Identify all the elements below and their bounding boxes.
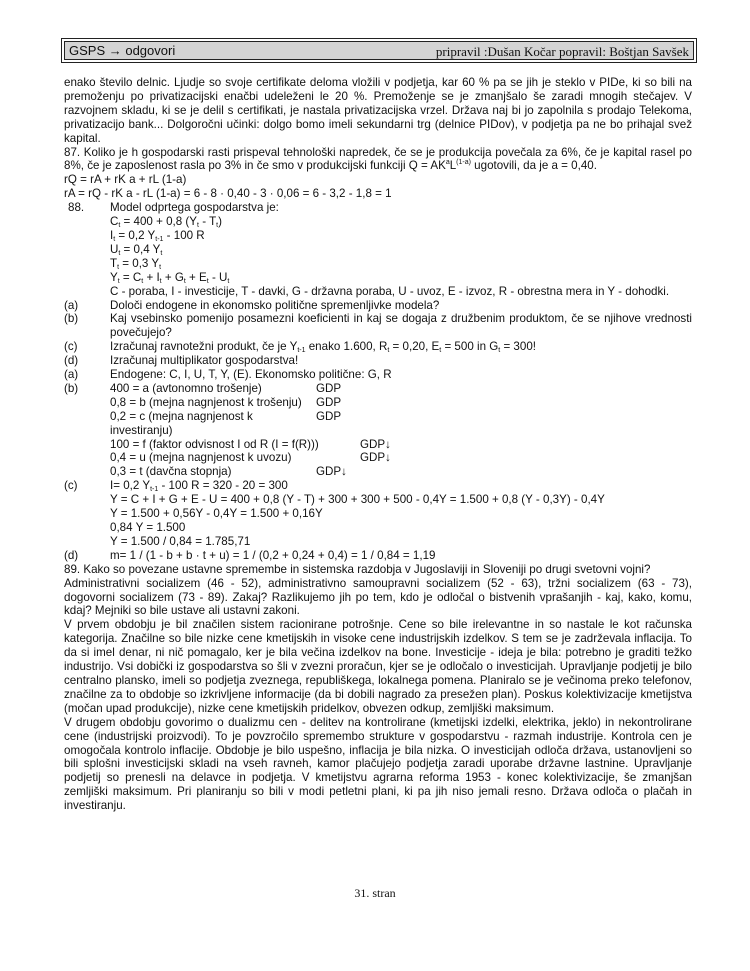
equation: rQ = rA + rK a + rL (1-a) bbox=[64, 173, 187, 187]
coefficient-row: 100 = f (faktor odvisnost I od R (I = f(R))) GDP↓ bbox=[110, 437, 391, 451]
equation-investment: $I_t = 0,2$ $Y_{t-1} - 100$ R bbox=[110, 228, 205, 243]
intro-paragraph: enako število delnic. Ljudje so svoje certifikate deloma vložili v podjetja, kar 60 % pa se jih je steklo v PIDe, ki so bili na premoženju po privatizacijski enačbi udeleženi le 20 %. Premoženje se je zmanjšalo še zaradi mnogih stečajev. V razvojnem skladu, ki se je delil s certifikati, je nastala privatizacijska vrzel. Država naj bi jo zapolnila s prodajo Telekoma, privatizacijo bank... Dolgoročni učinki: dolgo bomo imeli sekundarni trg (delnice PIDov), v podjetja pa ne bo prihajal svež kapital. bbox=[64, 76, 692, 145]
question-89-text: 89. Kako so povezane ustavne spremembe in sistemska razdobja v Jugoslaviji in Sloveniji po drugi svetovni vojni? bbox=[64, 562, 651, 576]
answer-b: (b) 400 = a (avtonomno trošenje) GDP 0,8 = b (mejna nagnjenost k trošenju) GDP 0,2 = c (mejna nagnjenost k investiranju) GDP 100 = f (faktor odvisnost I od R (I = f(R))) GDP↓ 0,4 = u (mejna nagnjenost k uvozu) GDP↓ 0,3 = t (davčna stopnja) GDP↓ bbox=[64, 382, 692, 479]
equation: rA = rQ - rK a - rL (1-a) = 6 - 8 · 0,40 - 3 · 0,06 = 6 - 3,2 - 1,8 = 1 bbox=[64, 187, 392, 201]
subquestion: (b) Kaj vsebinsko pomenijo posamezni koeficienti in kaj se dogaja z družbenim produktom, če se njihove vrednosti povečujejo? bbox=[64, 312, 692, 340]
question-87 bbox=[64, 146, 692, 202]
question-87-text: 87. Koliko je h gospodarski rasti prispeval tehnološki napredek, če se je produkcija povečala za 6%, če je kapital rasel po 8%, če je zaposlenost rasla po 3% in če smo v produkcijski funkciji $Q = AK^aL^{(1-a)}$ ugotovili, da je a = 0,40. bbox=[64, 145, 692, 173]
author-credits: pripravil :Dušan Kočar popravil: Boštjan Savšek bbox=[435, 44, 689, 59]
equation-taxes: $T_t = 0,3$ $Y_t$ bbox=[110, 256, 162, 271]
equation-imports: $U_t = 0,4$ $Y_t$ bbox=[110, 242, 163, 257]
coefficient-row: 0,4 = u (mejna nagnjenost k uvozu) GDP↓ bbox=[110, 451, 391, 465]
coefficient-row: 0,3 = t (davčna stopnja) GDP↓ bbox=[110, 465, 347, 479]
answer-a: (a) Endogene: C, I, U, T, Y, (E). Ekonomsko politične: G, R bbox=[64, 368, 392, 382]
equation-income: $Y_t = C_t + I_t + G_t + E_t - U_t$ bbox=[110, 270, 230, 285]
question-88-title: 88. Model odprtega gospodarstva je: bbox=[68, 201, 279, 215]
document-body bbox=[64, 76, 692, 813]
coefficient-row: 0,2 = c (mejna nagnjenost k investiranju) GDP bbox=[110, 409, 342, 437]
subquestion: (a) Določi endogene in ekonomsko politične spremenljivke modela? bbox=[64, 298, 440, 312]
answer-d: (d) m= 1 / (1 - b + b · t + u) = 1 / (0,2 + 0,24 + 0,4) = 1 / 0,84 = 1,19 bbox=[64, 548, 436, 562]
answer-paragraph: V prvem obdobju je bil značilen sistem racionirane potrošnje. Cene so bile irelevantne in so nastale le kot računska kategorija. Značilne so bile nizke cene kmetijskih in visoke cene industrijskih izdelkov. S tem se je zadrževala inflacija. To da si imel denar, ni nič pomagalo, ker je bila večina izdelkov na bone. Investicije - ideja je bila: potrebno je graditi težko industrijo. Vsi dobički iz gospodarstva so šli v zvezni proračun, kjer se je odločalo o investicijah. Upravljanje podjetij je bilo centralno plansko, imeli so podjetja zveznega, republiškega, lokalnega pomena. Planiralo se je večinoma preko telefonov, značilne za to obdobje so izkrivljene informacije (da bi dobili nagrado za presežen plan). Poskus kolektivizacije kmetijstva (močan upad produkcije), nizke cene kmetijskih pridelkov, obvezen odkup, zemljiški maksimum. bbox=[64, 618, 692, 715]
model-equations bbox=[64, 215, 692, 285]
equation-consumption: $C_t = 400 + 0,8$ $(Y_t - T_t)$ bbox=[110, 215, 222, 230]
subquestion: (c) Izračunaj ravnotežni produkt, če je $Y_{t-1}$ enako 1.600, $R_t = 0,20$, $E_t = 500$ in $G_t = 300$! bbox=[64, 340, 536, 355]
subquestion: (d) Izračunaj multiplikator gospodarstva! bbox=[64, 354, 299, 368]
coefficient-row: 0,8 = b (mejna nagnjenost k trošenju) GDP bbox=[110, 395, 342, 409]
coefficient-row: 400 = a (avtonomno trošenje) GDP bbox=[110, 381, 342, 395]
answer-paragraph: Administrativni socializem (46 - 52), administrativno samoupravni socializem (52 - 63), tržni socializem (63 - 73), dogovorni socializem (73 - 89). Zakaj? Razlikujemo jih po tem, kdo je odločal o bistvenih vprašanjih - kaj, kako, komu, kdaj? Mejniki so bile ustave ali ustavni zakoni. bbox=[64, 576, 692, 618]
question-88 bbox=[64, 201, 692, 563]
question-89 bbox=[64, 563, 692, 813]
answer-c: (c) I= 0,2 $Y_{t-1} - 100$ R = 320 - 20 = 300 Y = C + I + G + E - U = 400 + 0,8 (Y - T) + 300 + 300 + 500 - 0,4Y = 1.500 + 0,8 (Y - 0,3Y) - 0,4Y Y = 1.500 + 0,56Y - 0,4Y = 1.500 + 0,16Y 0,84 Y = 1.500 Y = 1.500 / 0,84 = 1.785,71 bbox=[64, 479, 605, 548]
page-number: 31. stran bbox=[354, 886, 396, 900]
document-title: GSPS → odgovori bbox=[69, 43, 176, 58]
answer-paragraph: V drugem obdobju govorimo o dualizmu cen - delitev na kontrolirane (kmetijski izdelki, elektrika, jeklo) in nekontrolirane cene (industrijski proizvodi). To je povzročilo spremembo strukture v gospodarstvu - razmah industrije. Kontrola cen je omogočala kontrolo inflacije. Obdobje je bilo uspešno, inflacija je bila nizka. O investicijah odloča država, ustanovljeni so bili splošni investicijski skladi na vseh ravneh, kamor plačujejo podjetja zaradi uporabe državne lastnine. Upravljanje podjetij so prenesli na delavce in podjetja. V kmetijstvu agrarna reforma 1953 - konec kolektivizacije, še zmanjšan zemljiški maksimum. Pri planiranju so bili v modi petletni plani, ki pa jih niso jemali resno. Država odloča o plačah in investiranju. bbox=[64, 715, 692, 813]
page-header bbox=[64, 41, 694, 60]
variable-legend: C - poraba, I - investicije, T - davki, G - državna poraba, U - uvoz, E - izvoz, R - obrestna mera in Y - dohodki. bbox=[110, 284, 670, 298]
